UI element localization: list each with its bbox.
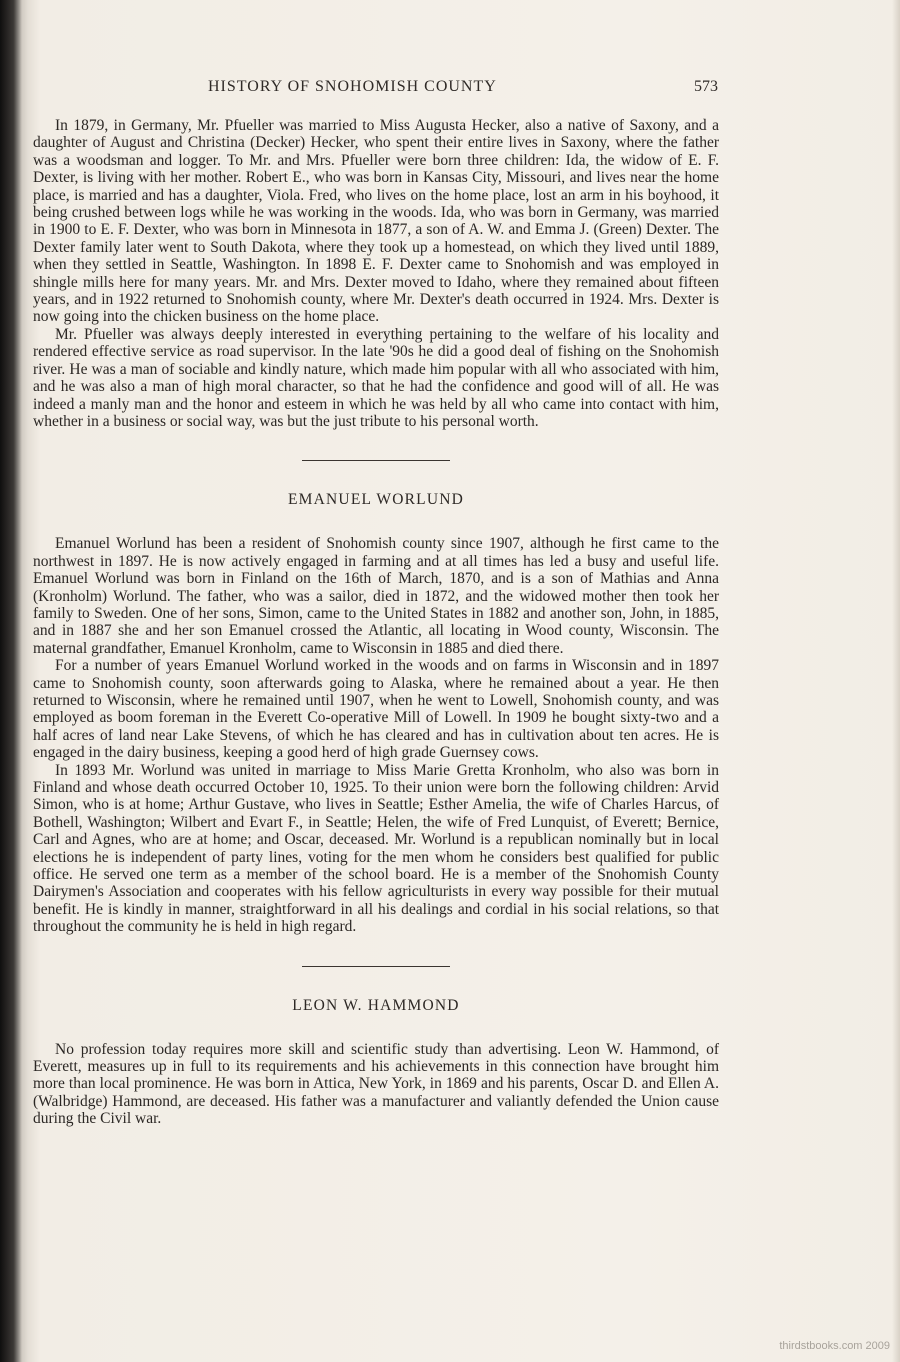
page-content bbox=[33, 117, 719, 1128]
paragraph: For a number of years Emanuel Worlund worked in the woods and on farms in Wisconsin and in 1897 came to Snohomish county, soon afterwards going to Alaska, where he remained about a year. He then returned to Wisconsin, where he remained until 1907, when he went to Lowell, Snohomish county, and was employed as boom foreman in the Everett Co-operative Mill of Lowell. In 1909 he bought sixty-two and a half acres of land near Lake Stevens, of which he has cleared and has in cultivation about ten acres. He is engaged in the dairy business, keeping a good herd of high grade Guernsey cows. bbox=[33, 657, 719, 762]
paragraph: Emanuel Worlund has been a resident of Snohomish county since 1907, although he first came to the northwest in 1897. He is now actively engaged in farming and at all times has led a busy and useful life. Emanuel Worlund was born in Finland on the 16th of March, 1870, and is a son of Mathias and Anna (Kronholm) Worlund. The father, who was a sailor, died in 1872, and the widowed mother then took her family to Sweden. One of her sons, Simon, came to the United States in 1882 and another son, John, in 1885, and in 1887 she and her son Emanuel crossed the Atlantic, all locating in Wood county, Wisconsin. The maternal grandfather, Emanuel Kronholm, came to Wisconsin in 1885 and died there. bbox=[33, 535, 719, 657]
section-divider bbox=[302, 460, 450, 461]
binding-shadow bbox=[0, 0, 22, 1362]
section-divider bbox=[302, 966, 450, 967]
page-header bbox=[36, 78, 722, 102]
paragraph: Mr. Pfueller was always deeply interested in everything pertaining to the welfare of his locality and rendered effective service as road supervisor. In the late '90s he did a good deal of fishing on the Snohomish river. He was a man of sociable and kindly nature, which made him popular with all who associated with him, and he was also a man of high moral character, so that he had the confidence and good will of all. He was indeed a manly man and the honor and esteem in which he was held by all who came into contact with him, whether in a business or social way, was but the just tribute to his personal worth. bbox=[33, 325, 719, 430]
paragraph: In 1879, in Germany, Mr. Pfueller was married to Miss Augusta Hecker, also a native of Saxony, and a daughter of August and Christina (Decker) Hecker, who spent their entire lives in Saxony, where the father was a woodsman and logger. To Mr. and Mrs. Pfueller were born three children: Ida, the widow of E. F. Dexter, is living with her mother. Robert E., who was born in Kansas City, Missouri, and lives near the home place, is married and has a daughter, Viola. Fred, who lives on the home place, lost an arm in his boyhood, it being crushed between logs while he was working in the woods. Ida, who was born in Germany, was married in 1900 to E. F. Dexter, who was born in Minnesota in 1877, a son of A. W. and Emma J. (Green) Dexter. The Dexter family later went to South Dakota, where they took up a homestead, on which they lived until 1889, when they settled in Seattle, Washington. In 1898 E. F. Dexter came to Snohomish and was employed in shingle mills here for many years. Mr. and Mrs. Dexter moved to Idaho, where they remained about fifteen years, and in 1922 returned to Snohomish county, where Mr. Dexter's death occurred in 1924. Mrs. Dexter is now going into the chicken business on the home place. bbox=[33, 117, 719, 326]
section-title: LEON W. HAMMOND bbox=[292, 996, 460, 1014]
page-edge bbox=[892, 0, 900, 1362]
running-head: HISTORY OF SNOHOMISH COUNTY bbox=[208, 78, 497, 95]
paragraph: In 1893 Mr. Worlund was united in marriage to Miss Marie Gretta Kronholm, who also was born in Finland and whose death occurred October 10, 1925. To their union were born the following children: Arvid Simon, who is at home; Arthur Gustave, who lives in Seattle; Esther Amelia, the wife of Charles Harcus, of Bothell, Washington; Wilbert and Evart F., in Seattle; Helen, the wife of Fred Lunquist, of Everett; Bernice, Carl and Agnes, who are at home; and Oscar, deceased. Mr. Worlund is a republican nominally but in local elections he is independent of party lines, voting for the men whom he considers best qualified for public office. He served one term as a member of the school board. He is a member of the Snohomish County Dairymen's Association and cooperates with his fellow agriculturists in every way possible for their mutual benefit. He is kindly in manner, straightforward in all his dealings and cordial in his social relations, so that throughout the community he is held in high regard. bbox=[33, 761, 719, 936]
page-number: 573 bbox=[694, 78, 718, 95]
watermark: thirdstbooks.com 2009 bbox=[779, 1340, 890, 1352]
section-title: EMANUEL WORLUND bbox=[288, 491, 464, 509]
paragraph: No profession today requires more skill and scientific study than advertising. Leon W. Hammond, of Everett, measures up in full to its requirements and his achievements in this connection have brought him more than local prominence. He was born in Attica, New York, in 1869 and his parents, Oscar D. and Ellen A. (Walbridge) Hammond, are deceased. His father was a manufacturer and valiantly defended the Union cause during the Civil war. bbox=[33, 1040, 719, 1128]
